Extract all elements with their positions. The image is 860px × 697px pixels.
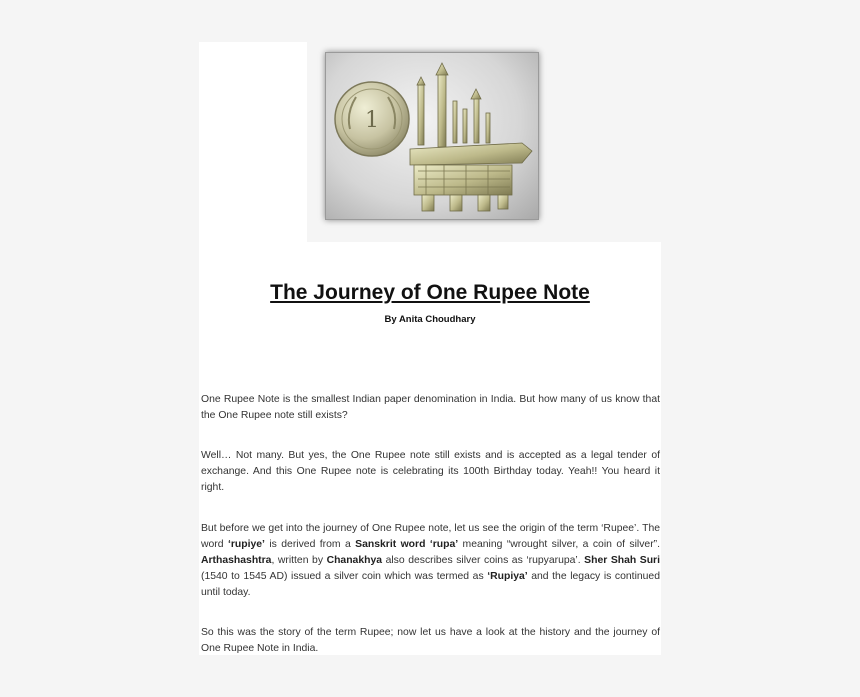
coin-sculpture-photo — [325, 52, 539, 220]
paragraph-text: (1540 to 1545 AD) issued a silver coin which was termed as — [201, 571, 488, 582]
bold-term: Chanakhya — [326, 555, 383, 566]
paragraph-2 — [201, 448, 660, 496]
bold-term: Arthashashtra — [201, 555, 272, 566]
coin-and-oil-rig-icon — [326, 53, 538, 219]
page-background-top — [199, 42, 307, 242]
paragraph-text: , written by — [271, 555, 327, 566]
paragraph-3 — [201, 521, 660, 601]
paragraph-text: So this was the story of the term Rupee; now let us have a look at the history and the journey of One Rupee Note in India. — [201, 627, 660, 654]
paragraph-text: Well… Not many. But yes, the One Rupee note still exists and is accepted as a legal tender of exchange. And this One Rupee note is celebrating its 100th Birthday today. Yeah!! You heard it right. — [201, 450, 660, 493]
paragraph-text: But before we get into the journey of One Rupee note, let us see the origin of the term ‘Rupee’. The word — [201, 523, 660, 550]
paragraph-text: meaning “wrought silver, a coin of silver”. — [458, 539, 661, 550]
paragraph-text: is derived from a — [264, 539, 356, 550]
bold-term: Sanskrit word ‘rupa’ — [355, 539, 459, 550]
paragraph-text: One Rupee Note is the smallest Indian paper denomination in India. But how many of us know that the One Rupee note still exists? — [201, 394, 660, 421]
paragraph-text: also describes silver coins as ‘rupyarupa’. — [382, 555, 585, 566]
paragraph-text: and the legacy is continued until today. — [201, 571, 660, 598]
paragraph-4 — [201, 625, 660, 657]
author-byline: By Anita Choudhary — [384, 314, 476, 325]
bold-term: ‘Rupiya’ — [487, 571, 528, 582]
bold-term: Sher Shah Suri — [584, 555, 660, 566]
document-title: The Journey of One Rupee Note — [270, 281, 590, 304]
bold-term: ‘rupiye’ — [227, 539, 265, 550]
coin-value: 1 — [365, 108, 379, 133]
paragraph-1 — [201, 392, 660, 424]
